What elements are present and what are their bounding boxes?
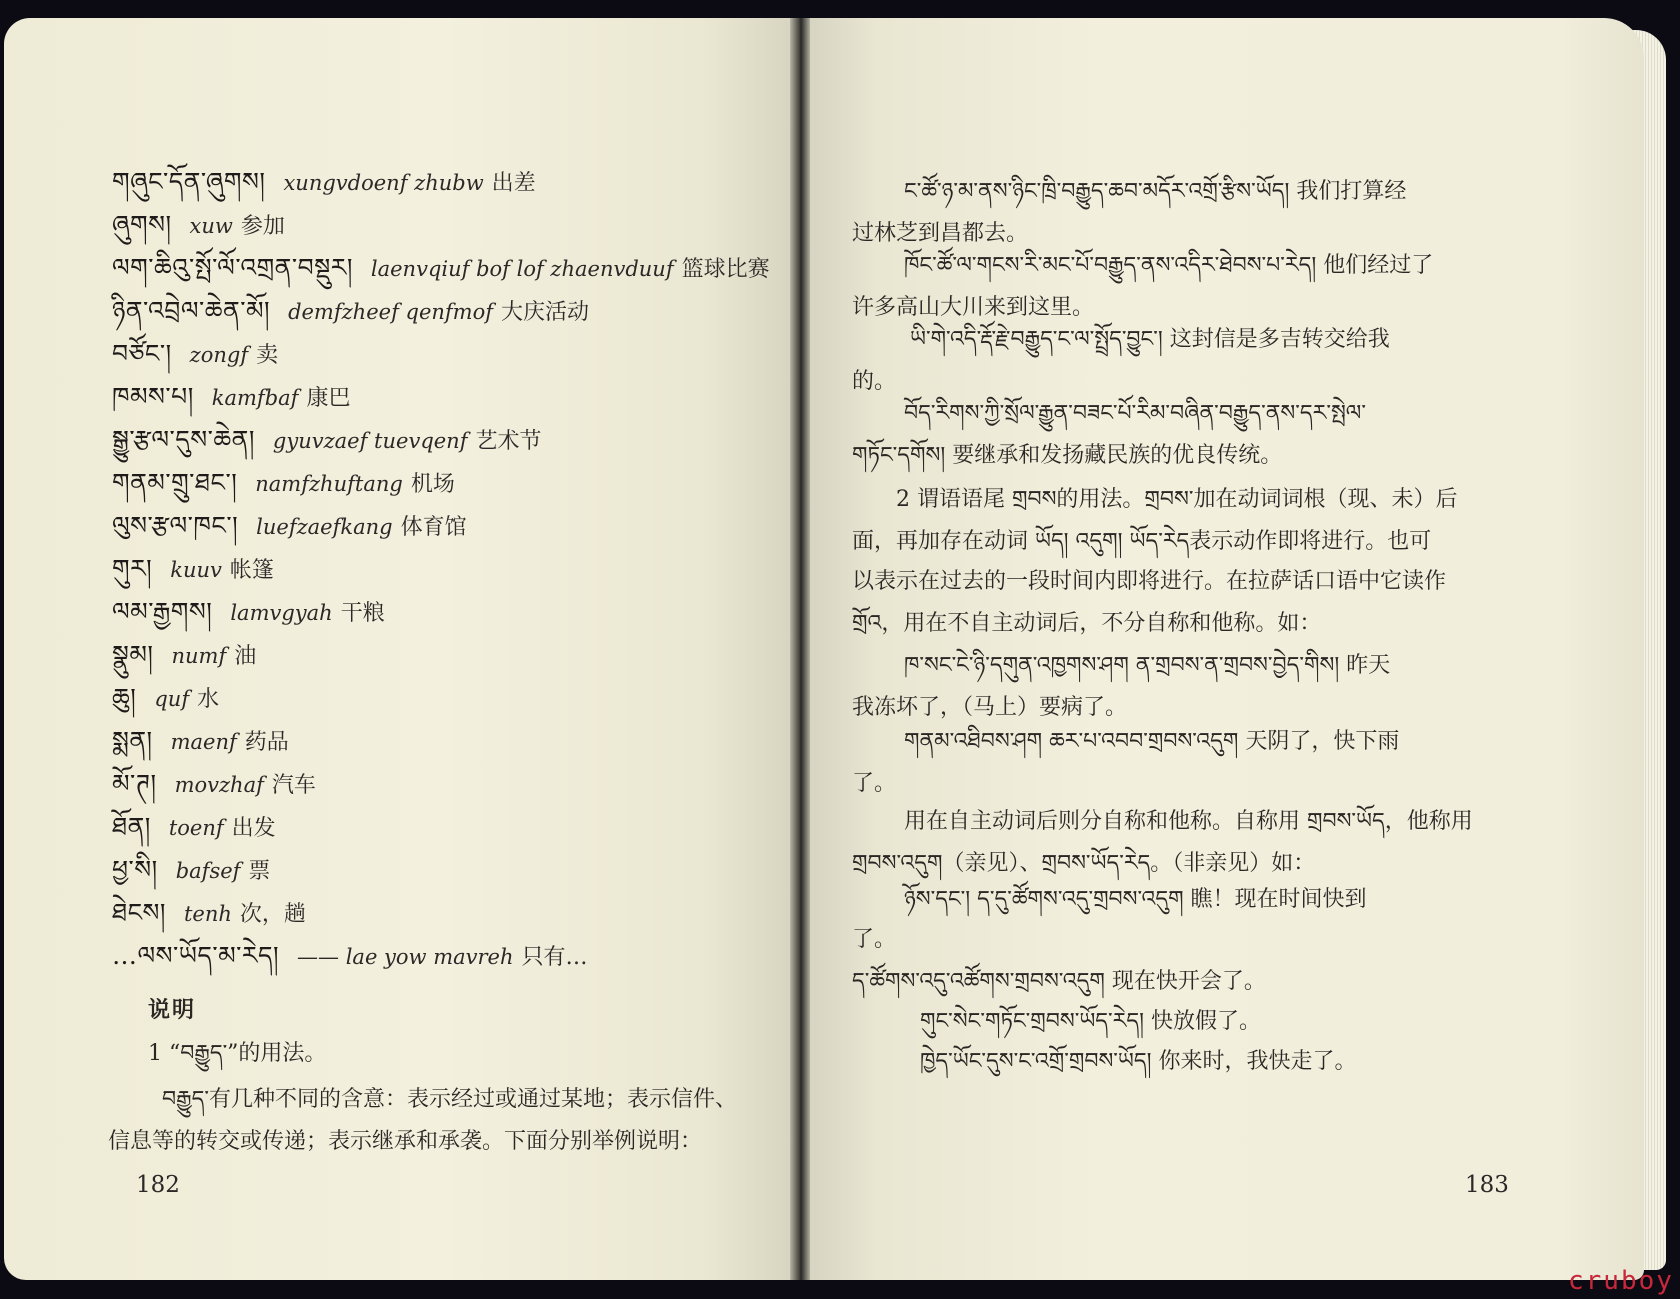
tibetan-term: …ལས་ཡོད་མ་རེད། xyxy=(112,941,280,970)
right-page-line: བོད་རིགས་ཀྱི་སྲོལ་རྒྱུན་བཟང་པོ་རིམ་བཞིན་བརྒྱུད་ནས་དར་སྤེལ་ xyxy=(904,401,1366,426)
romanization: bafsef xyxy=(175,859,241,883)
romanization: demfzheef qenfmof xyxy=(288,300,494,324)
tibetan-term: སྣུམ། xyxy=(112,640,154,669)
right-page-line: 用在自主动词后则分自称和他称。自称用 གྲབས་ཡོད，他称用 xyxy=(904,809,1473,834)
tibetan-term: སྨན། xyxy=(112,726,153,755)
tibetan-term: ལག་ཆིའུ་སྤོ་ལོ་འགྲན་བསྡུར། xyxy=(112,253,353,282)
romanization: kamfbaf xyxy=(211,386,299,410)
vocab-entry xyxy=(112,809,792,852)
tibetan-term: ཐེངས། xyxy=(112,898,166,927)
page-number-right: 183 xyxy=(1465,1172,1509,1198)
chinese-gloss: 康巴 xyxy=(306,386,351,411)
right-page-line: ཁོང་ཚོ་ལ་གངས་རི་མང་པོ་བརྒྱུད་ནས་འདིར་ཐེབས་པ་རེད། 他们经过了 xyxy=(904,253,1434,278)
right-page-line: 了。 xyxy=(852,771,897,796)
right-page-line: ང་ཚོ་ཉ་མ་ནས་ཉིང་ཁྲི་བརྒྱུད་ཆབ་མདོར་འགྲོ་རྩིས་ཡོད། 我们打算经 xyxy=(904,179,1407,204)
vocab-entry xyxy=(112,508,792,551)
vocab-entry xyxy=(112,895,792,938)
chinese-gloss: 机场 xyxy=(410,472,455,497)
romanization: —— lae yow mavreh xyxy=(297,945,514,969)
romanization: maenf xyxy=(170,730,237,754)
vocab-entry xyxy=(112,723,792,766)
chinese-gloss: 票 xyxy=(248,859,271,884)
watermark: cruboy xyxy=(1568,1266,1674,1296)
romanization: xungvdoenf zhubw xyxy=(283,171,484,195)
romanization: lamvgyah xyxy=(230,601,333,625)
romanization: movzhaf xyxy=(174,773,264,797)
chinese-gloss: 篮球比赛 xyxy=(681,257,770,282)
right-page-line: 的。 xyxy=(852,369,897,394)
right-page-line: ཁྱེད་ཡོང་དུས་ང་འགྲོ་གྲབས་ཡོད། 你来时，我快走了。 xyxy=(920,1049,1357,1074)
vocab-entry xyxy=(112,852,792,895)
tibetan-term: ཐོན། xyxy=(112,812,151,841)
tibetan-term: བཙོང་། xyxy=(112,339,172,368)
tibetan-term: ཆུ། xyxy=(112,683,137,712)
tibetan-term: ཕྱ་སི། xyxy=(112,855,158,884)
romanization: gyuvzaef tuevqenf xyxy=(272,429,468,453)
vocab-entry xyxy=(112,465,792,508)
romanization: namfzhuftang xyxy=(255,472,403,496)
right-page-line: 以表示在过去的一段时间内即将进行。在拉萨话口语中它读作 xyxy=(852,569,1447,594)
chinese-gloss: 出差 xyxy=(491,171,536,196)
chinese-gloss: 干粮 xyxy=(340,601,385,626)
romanization: kuuv xyxy=(170,558,222,582)
vocab-entry xyxy=(112,422,792,465)
chinese-gloss: 卖 xyxy=(256,343,279,368)
chinese-gloss: 油 xyxy=(234,644,257,669)
vocab-entry xyxy=(112,938,792,981)
right-page-line: 了。 xyxy=(852,927,897,952)
vocab-entry xyxy=(112,207,792,250)
chinese-gloss: 出发 xyxy=(231,816,276,841)
right-page-line: ཡི་གེ་འདི་རྡོ་རྗེ་བརྒྱུད་ང་ལ་སྤྲོད་བྱུང་། 这封信是多吉转交给我 xyxy=(910,327,1390,352)
vocab-entry xyxy=(112,336,792,379)
vocab-entry xyxy=(112,637,792,680)
romanization: laenvqiuf bof lof zhaenvduuf xyxy=(370,257,674,281)
tibetan-term: གནམ་གྲུ་ཐང་། xyxy=(112,468,238,497)
right-page-line: 2 谓语语尾 གྲབས的用法。གྲབས་加在动词词根（现、未）后 xyxy=(896,487,1458,512)
usage-item-1: 1 “བརྒྱུད་”的用法。 xyxy=(148,1041,327,1066)
right-page-line: 过林芝到昌都去。 xyxy=(852,221,1029,246)
chinese-gloss: 体育馆 xyxy=(400,515,467,540)
romanization: xuw xyxy=(189,214,233,238)
romanization: quf xyxy=(154,687,190,711)
romanization: zongf xyxy=(189,343,249,367)
chinese-gloss: 汽车 xyxy=(271,773,316,798)
vocab-entry xyxy=(112,680,792,723)
tibetan-term: ཞུགས། xyxy=(112,210,172,239)
tibetan-term: སྒྱུ་རྩལ་དུས་ཆེན། xyxy=(112,425,255,454)
chinese-gloss: 只有… xyxy=(521,945,588,970)
vocab-entry xyxy=(112,766,792,809)
romanization: luefzaefkang xyxy=(256,515,393,539)
usage-paragraph-line: 信息等的转交或传递；表示继承和承袭。下面分别举例说明： xyxy=(108,1129,703,1154)
vocab-entry xyxy=(112,551,792,594)
right-page-line: གྲོའ，用在不自主动词后，不分自称和他称。如： xyxy=(852,611,1322,636)
romanization: toenf xyxy=(168,816,224,840)
chinese-gloss: 艺术节 xyxy=(475,429,542,454)
right-page-line: 我冻坏了，（马上）要病了。 xyxy=(852,695,1128,720)
chinese-gloss: 参加 xyxy=(240,214,285,239)
page-number-left: 182 xyxy=(136,1172,180,1198)
romanization: tenh xyxy=(183,902,232,926)
tibetan-term: མོ་ཊ། xyxy=(112,769,157,798)
vocab-entry xyxy=(112,379,792,422)
vocab-list xyxy=(112,164,792,981)
usage-paragraph-line: བརྒྱུད་有几种不同的含意：表示经过或通过某地；表示信件、 xyxy=(162,1087,737,1112)
tibetan-term: གུར། xyxy=(112,554,153,583)
right-page-line: 许多高山大川来到这里。 xyxy=(852,295,1095,320)
section-heading: 说明 xyxy=(148,997,197,1023)
chinese-gloss: 大庆活动 xyxy=(501,300,590,325)
right-page-line: གནམ་འཐིབས་ཤག ཆར་པ་འབབ་གྲབས་འདུག 天阴了，快下雨 xyxy=(904,729,1400,754)
right-page-line: གུང་སེང་གཏོང་གྲབས་ཡོད་རེད། 快放假了。 xyxy=(920,1009,1261,1034)
right-page-line: ད་ཚོགས་འདུ་འཚོགས་གྲབས་འདུག 现在快开会了。 xyxy=(852,969,1266,994)
chinese-gloss: 药品 xyxy=(244,730,289,755)
tibetan-term: ཉིན་འབྲེལ་ཆེན་མོ། xyxy=(112,296,271,325)
right-page-line: ཉོས་དང་། ད་དུ་ཚོགས་འདུ་གྲབས་འདུག 瞧！现在时间快到 xyxy=(904,887,1367,912)
romanization: numf xyxy=(171,644,227,668)
chinese-gloss: 帐篷 xyxy=(229,558,274,583)
tibetan-term: ཁམས་པ། xyxy=(112,382,194,411)
chinese-gloss: 次，趟 xyxy=(239,902,306,927)
right-page-line: 面，再加存在动词 ཡོད། འདུག། ཡོད་རེད表示动作即将进行。也可 xyxy=(852,529,1432,554)
tibetan-term: གཞུང་དོན་ཞུགས། xyxy=(112,167,266,196)
vocab-entry xyxy=(112,293,792,336)
right-page-line: གྲབས་འདུག（亲见）、གྲབས་ཡོད་རེད。（非亲见）如： xyxy=(852,851,1316,876)
vocab-entry xyxy=(112,164,792,207)
tibetan-term: ལུས་རྩལ་ཁང་། xyxy=(112,511,239,540)
tibetan-term: ལམ་རྒྱགས། xyxy=(112,597,213,626)
vocab-entry xyxy=(112,250,792,293)
right-page-line: ཁ་སང་ངེ་ཉི་དགུན་འཁྱགས་ཤག ན་གྲབས་ན་གྲབས་བྱེད་གིས། 昨天 xyxy=(904,653,1391,678)
book-gutter xyxy=(790,18,810,1280)
right-page-line: གཏོང་དགོས། 要继承和发扬藏民族的优良传统。 xyxy=(852,443,1283,468)
vocab-entry xyxy=(112,594,792,637)
chinese-gloss: 水 xyxy=(197,687,220,712)
